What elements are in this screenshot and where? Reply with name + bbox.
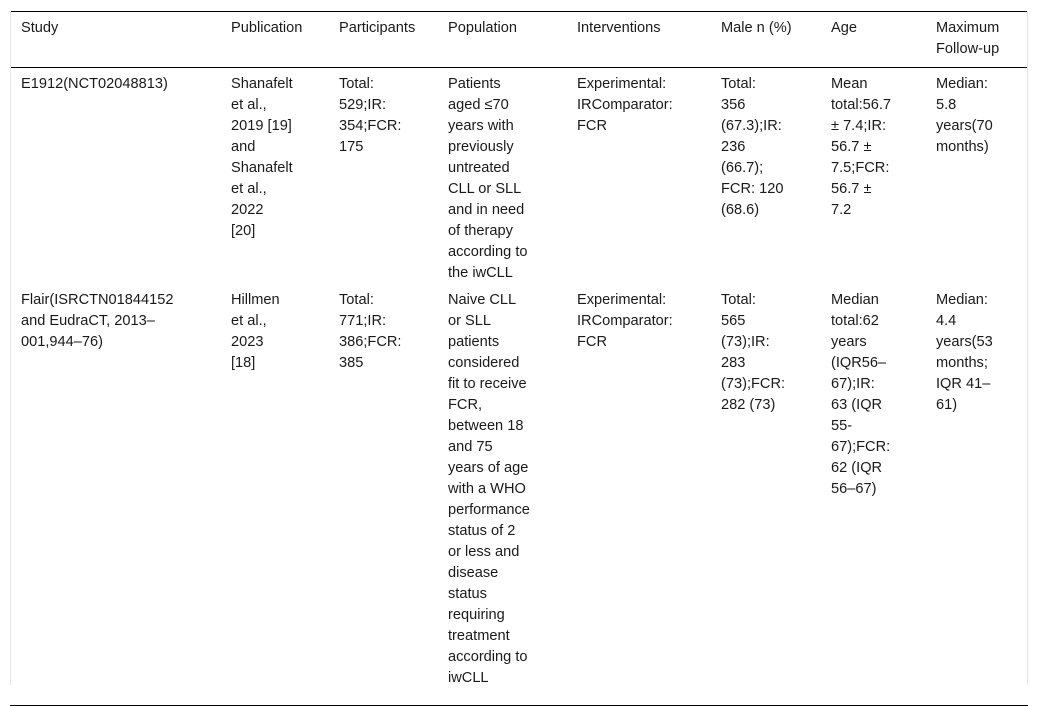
cell-interventions: Experimental: IRComparator: FCR <box>577 76 673 134</box>
table-container <box>10 11 1028 685</box>
cell-publication: Hillmen et al., 2023 [18] <box>220 284 328 705</box>
cell-participants: Total: 529;IR: 354;FCR: 175 <box>339 76 402 155</box>
table-row <box>10 284 1028 705</box>
cell-age: Median total:62 years (IQR56– 67);IR: 63 (IQR 55- 67);FCR: 62 (IQR 56–67) <box>820 284 925 705</box>
col-header-age: Age <box>820 12 925 68</box>
cell-male: Total: 565 (73);IR: 283 (73);FCR: 282 (73) <box>710 284 820 705</box>
cell-interventions: Experimental: IRComparator: FCR <box>566 284 710 705</box>
cell-participants: Total: 771;IR: 386;FCR: 385 <box>328 284 437 705</box>
cell-age: Mean total:56.7 ± 7.4;IR: 56.7 ± 7.5;FCR: 56.7 ± 7.2 <box>831 76 892 218</box>
col-header-male: Male n (%) <box>710 12 820 68</box>
col-header-interventions: Interventions <box>566 12 710 68</box>
table-row <box>10 68 1028 285</box>
cell-population: Patients aged ≤70 years with previously untreated CLL or SLL and in need of therapy according to the iwCLL <box>448 76 528 281</box>
cell-population: Naive CLL or SLL patients considered fit to receive FCR, between 18 and 75 years of age with a WHO performance status of 2 or less and disease status requiring treatment according to iwCLL <box>437 284 566 705</box>
col-header-participants: Participants <box>328 12 437 68</box>
col-header-population: Population <box>437 12 566 68</box>
study-characteristics-table <box>10 11 1028 706</box>
col-header-study: Study <box>10 12 220 68</box>
col-header-publication: Publication <box>220 12 328 68</box>
cell-study: E1912(NCT02048813) <box>21 76 168 92</box>
cell-followup: Median: 5.8 years(70 months) <box>936 76 993 155</box>
col-header-followup: Maximum Follow-up <box>925 12 1028 68</box>
cell-followup: Median: 4.4 years(53 months; IQR 41– 61) <box>925 284 1028 705</box>
cell-publication: Shanafelt et al., 2019 [19] and Shanafelt et al., 2022 [20] <box>231 76 293 239</box>
cell-study: Flair(ISRCTN01844152 and EudraCT, 2013– 001,944–76) <box>10 284 220 705</box>
header-row <box>10 12 1028 68</box>
cell-male: Total: 356 (67.3);IR: 236 (66.7); FCR: 120 (68.6) <box>721 76 784 218</box>
